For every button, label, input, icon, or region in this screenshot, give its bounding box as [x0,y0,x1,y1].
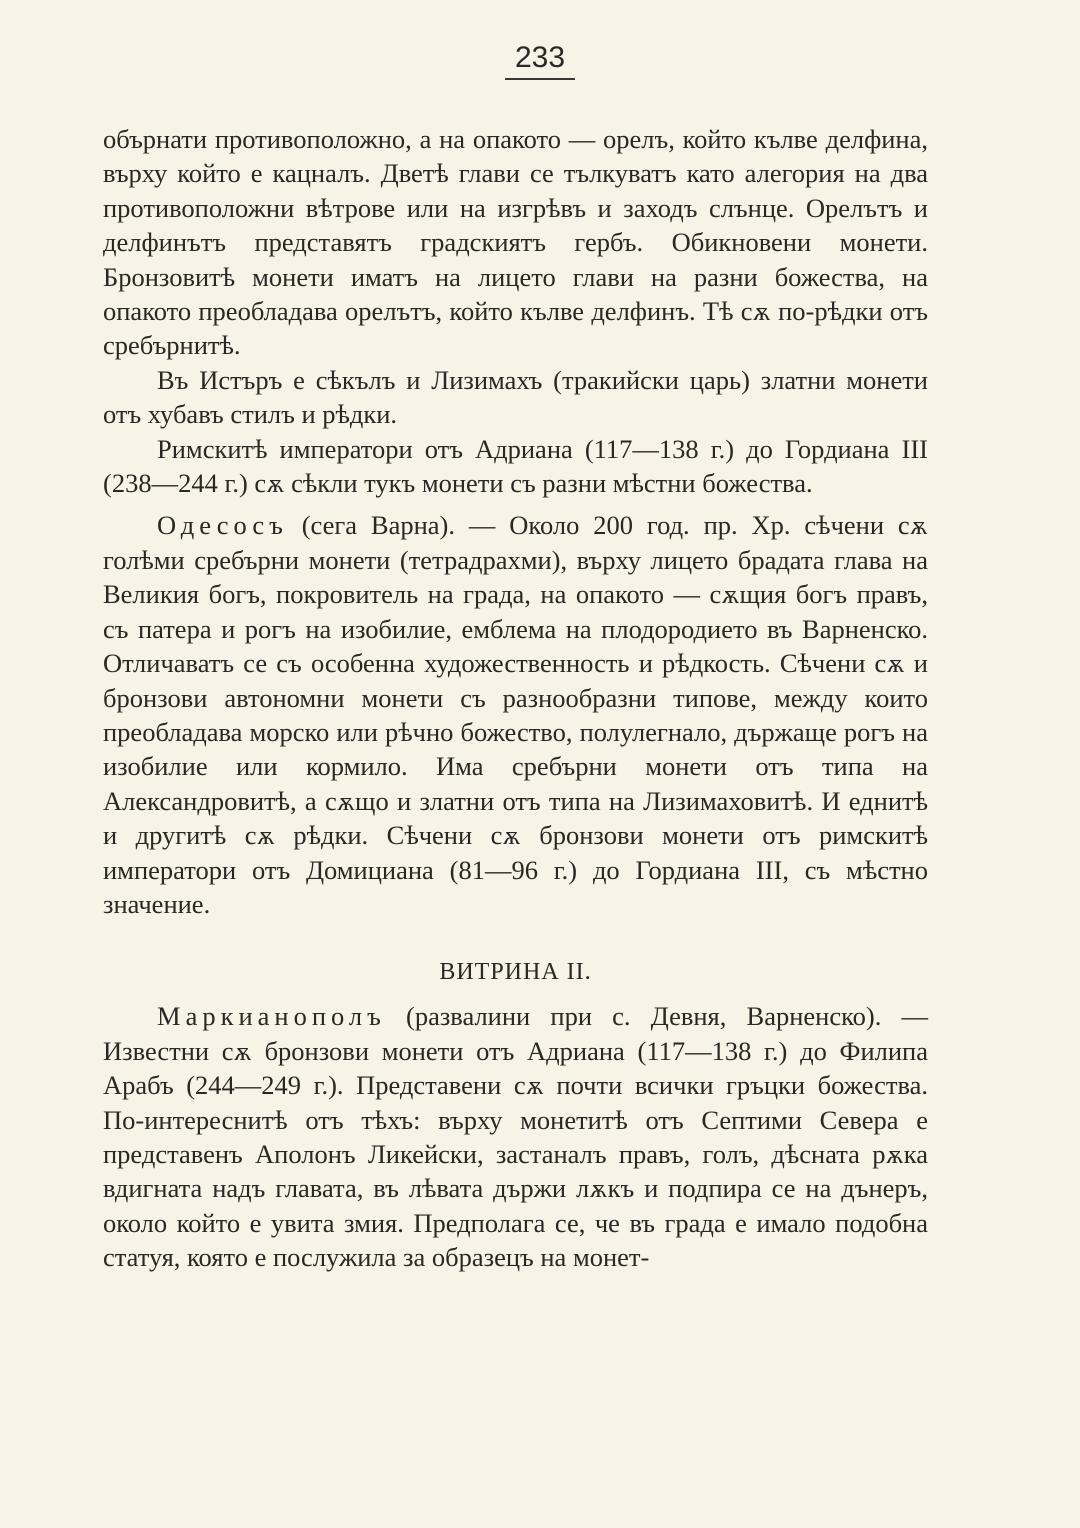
paragraph-markianopol-lead: Маркианополъ [157,1001,386,1032]
page-number: 233 [0,38,1080,80]
paragraph-odesos-lead: Одесосъ [157,510,288,541]
section-heading: ВИТРИНА II. [439,959,592,986]
paragraph-odesos-text: (сега Варна). — Около 200 год. пр. Хр. сѣчени сѫ голѣми сребърни монети (тетрадрахми), върху лицето брадата глава на Великия богъ, покровитель на града, на опакото — сѫщия богъ правъ, съ патера и рогъ на изобилие, емблема на плодородието въ Варненско. Отличаватъ се съ особенна художественность и рѣдкость. Сѣчени сѫ и бронзови автономни монети съ разнообразни типове, между които преобладава морско или рѣчно божество, полулегнало, държаще рогъ на изобилие или кормило. Има сребърни монети отъ типа на Александровитѣ, а сѫщо и златни отъ типа на Лизимаховитѣ. И еднитѣ и другитѣ сѫ рѣдки. Сѣчени сѫ бронзови монети отъ римскитѣ императори отъ Домициана (81—96 г.) до Гордиана III, съ мѣстно значение. [103,510,928,919]
paragraph-3: Римскитѣ императори отъ Адриана (117—138 г.) до Гордиана III (238—244 г.) сѫ сѣкли тукъ монети съ разни мѣстни божества. [103,433,928,499]
paragraph-markianopol-text: (развалини при с. Девня, Варненско). — Известни сѫ бронзови монети отъ Адриана (117—138 г.) до Филипа Арабъ (244—249 г.). Представени сѫ почти всички гръцки божества. По-интереснитѣ отъ тѣхъ: върху монетитѣ отъ Септими Севера е представенъ Аполонъ Ликейски, застаналъ правъ, голъ, дѣсната рѫка вдигната надъ главата, въ лѣвата държи лѫкъ и подпира се на дънеръ, около който е увита змия. Предполага се, че въ града е имало подобна статуя, която е послужила за образецъ на монет- [103,1001,928,1273]
page-body [103,122,928,1275]
paragraph-2: Въ Истъръ е сѣкълъ и Лизимахъ (тракийски царь) златни монети отъ хубавъ стилъ и рѣдки. [103,364,928,430]
paragraph-1: обърнати противоположно, а на опакото — орелъ, който кълве делфина, върху който е кацналъ. Дветѣ глави се тълкуватъ като алегория на два противоположни вѣтрове или на изгрѣвъ и заходъ слънце. Орелътъ и делфинътъ представятъ градскиятъ гербъ. Обикновени монети. Бронзовитѣ монети иматъ на лицето глави на разни божества, на опакото преобладава орелътъ, който кълве делфинъ. Тѣ сѫ по-рѣдки отъ сребърнитѣ. [103,124,928,361]
paragraph-markianopol [103,999,928,1274]
paragraph-odesos [103,508,928,921]
